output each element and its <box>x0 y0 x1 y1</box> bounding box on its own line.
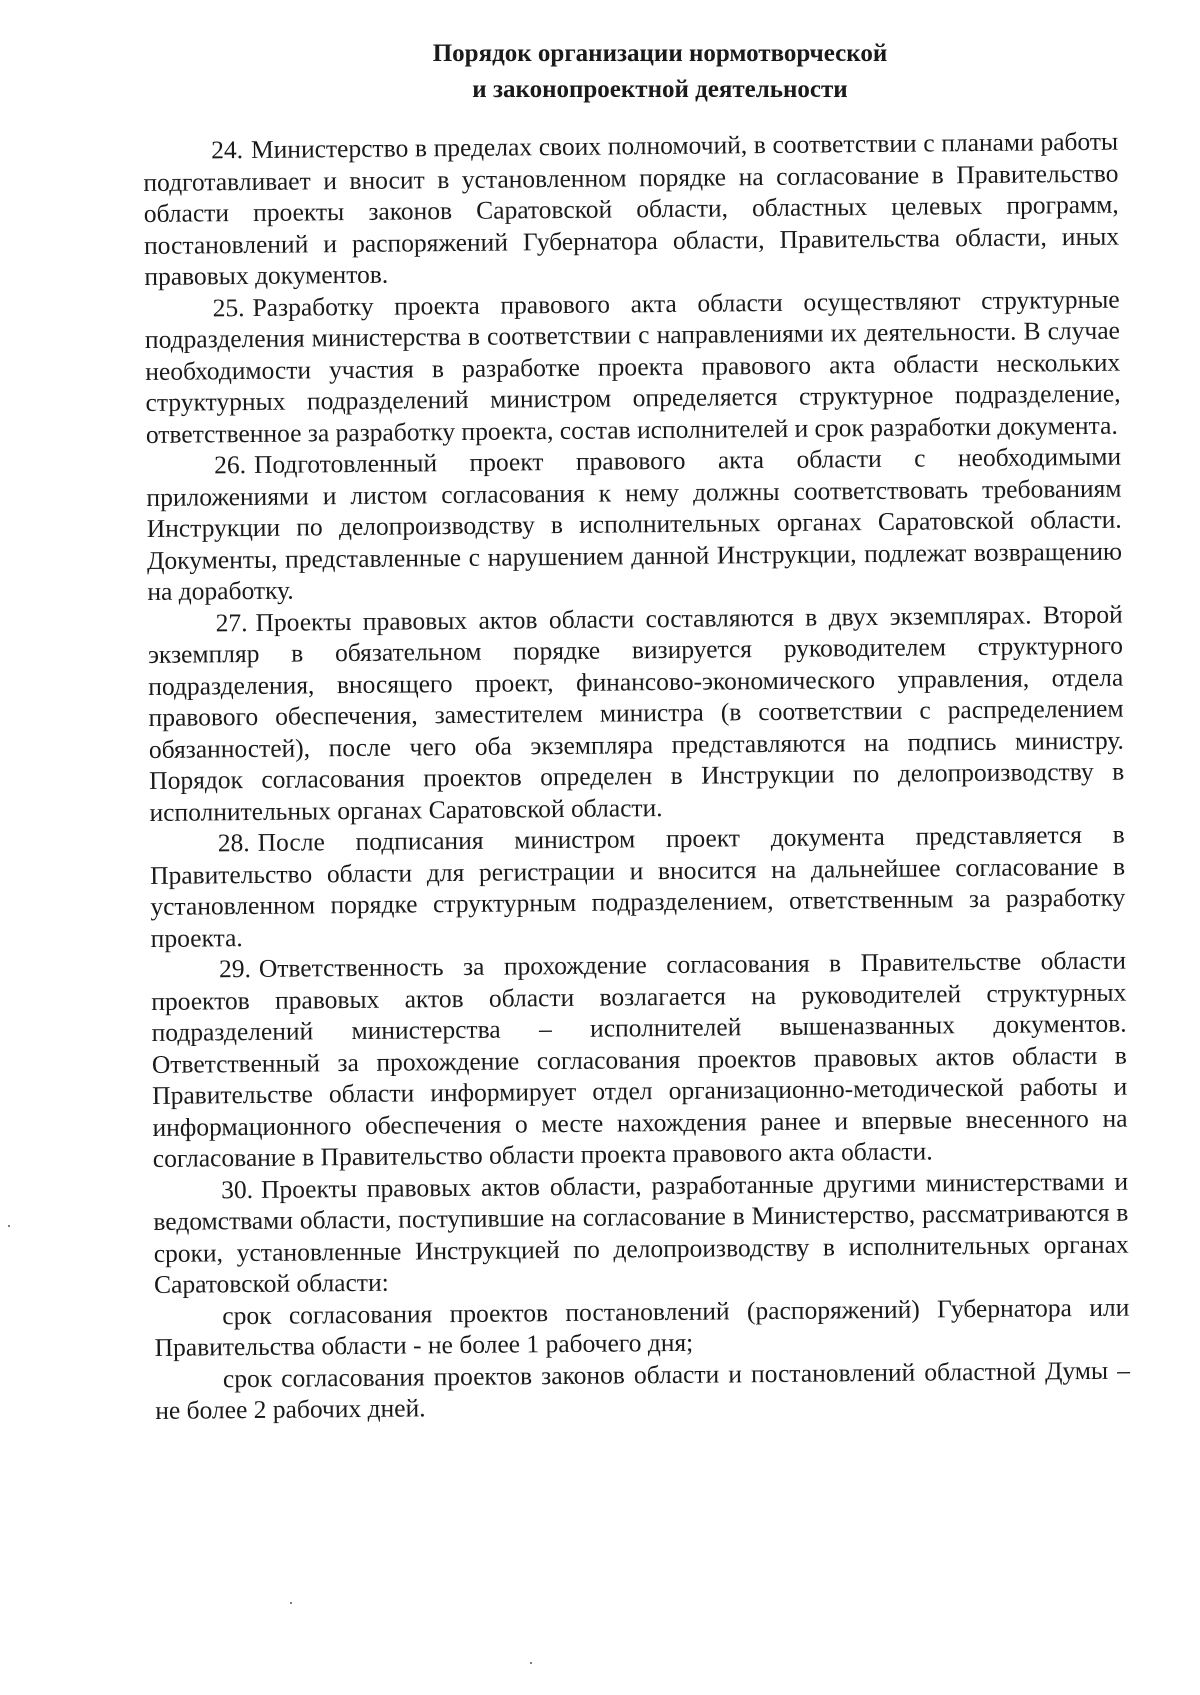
document-title <box>300 36 1020 108</box>
paragraph-number: 25. <box>212 292 245 322</box>
paragraph-number: 29. <box>218 954 252 984</box>
paragraph-28 <box>150 819 1126 954</box>
paragraph-text: Проекты правовых актов области составляются в двух экземплярах. Второй экземпляр в обязательном порядке визируется руководителем структурного подразделения, вносящего проект, финансово-экономического управления, отдела правового обеспечения, заместителем министра (в соответствии с распределением обязанностей), после чего оба экземпляра представляются на подпись министру. Порядок согласования проектов определен в Инструкции по делопроизводству в исполнительных органах Саратовской области. <box>147 599 1125 827</box>
title-line-1: Порядок организации нормотворческой <box>432 40 888 67</box>
paragraph-25 <box>145 283 1121 450</box>
scan-speck <box>8 1225 10 1227</box>
paragraph-27 <box>148 598 1125 828</box>
paragraph-number: 28. <box>217 828 250 858</box>
document-body <box>143 126 1130 1427</box>
paragraph-number: 30. <box>220 1174 254 1204</box>
paragraph-text: Министерство в пределах своих полномочий, в соответствии с планами работы подготавливает и вносит в установленном порядке на согласование в Правительство области проекты законов Саратовской области, областных целевых программ, постановлений и распоряжений Губернатора области, Правительства области, иных правовых документов. <box>143 126 1120 291</box>
paragraph-26 <box>146 441 1122 608</box>
paragraph-number: 24. <box>211 135 244 165</box>
paragraph-24 <box>143 126 1119 293</box>
paragraph-29 <box>151 945 1128 1175</box>
paragraph-text: Проекты правовых актов области, разработанные другими министерствами и ведомствами области, поступившие на согласование в Министерство, рассматриваются в сроки, установленные Инструкцией по делопроизводству в исполнительных органах Саратовской области: <box>153 1166 1129 1299</box>
paragraph-text: После подписания министром проект документа представляется в Правительство области для регистрации и вносится на дальнейшее согласование в установленном порядке структурным подразделением, ответственным за разработку проекта. <box>149 819 1126 953</box>
sub-item-1: срок согласования проектов постановлений (распоряжений) Губернатора или Правительства области - не более 1 рабочего дня; <box>154 1292 1130 1362</box>
paragraph-text: Разработку проекта правового акта области осуществляют структурные подразделения министерства в соответствии с направлениями их деятельности. В случае необходимости участия в разработке проекта правового акта области нескольких структурных подразделений министром определяется структурное подразделение, ответственное за разработку проекта, состав исполнителей и срок разработки документа. <box>144 284 1121 449</box>
title-line-2: и законопроектной деятельности <box>472 76 848 103</box>
scan-speck <box>290 1602 292 1604</box>
paragraph-30 <box>153 1165 1129 1300</box>
sub-item-2: срок согласования проектов законов области и постановлений областной Думы – не более 2 рабочих дней. <box>155 1355 1131 1425</box>
paragraph-text: Подготовленный проект правового акта области с необходимыми приложениями и листом согласования к нему должны соответствовать требованиям Инструкции по делопроизводству в исполнительных органах Саратовской области. Документы, представленные с нарушением данной Инструкции, подлежат возвращению на доработку. <box>146 441 1123 606</box>
scan-speck <box>530 1662 532 1664</box>
paragraph-number: 27. <box>215 607 248 637</box>
paragraph-number: 26. <box>214 450 247 480</box>
paragraph-text: Ответственность за прохождение согласования в Правительстве области проектов правовых актов области возлагается на руководителей структурных подразделений министерства – исполнителей вышеназванных документов. Ответственный за прохождение согласования проектов правовых актов области в Правительстве области информирует отдел организационно-методической работы и информационного обеспечения о месте нахождения ранее и впервые внесенного на согласование в Правительство области проекта правового акта области. <box>151 945 1128 1173</box>
